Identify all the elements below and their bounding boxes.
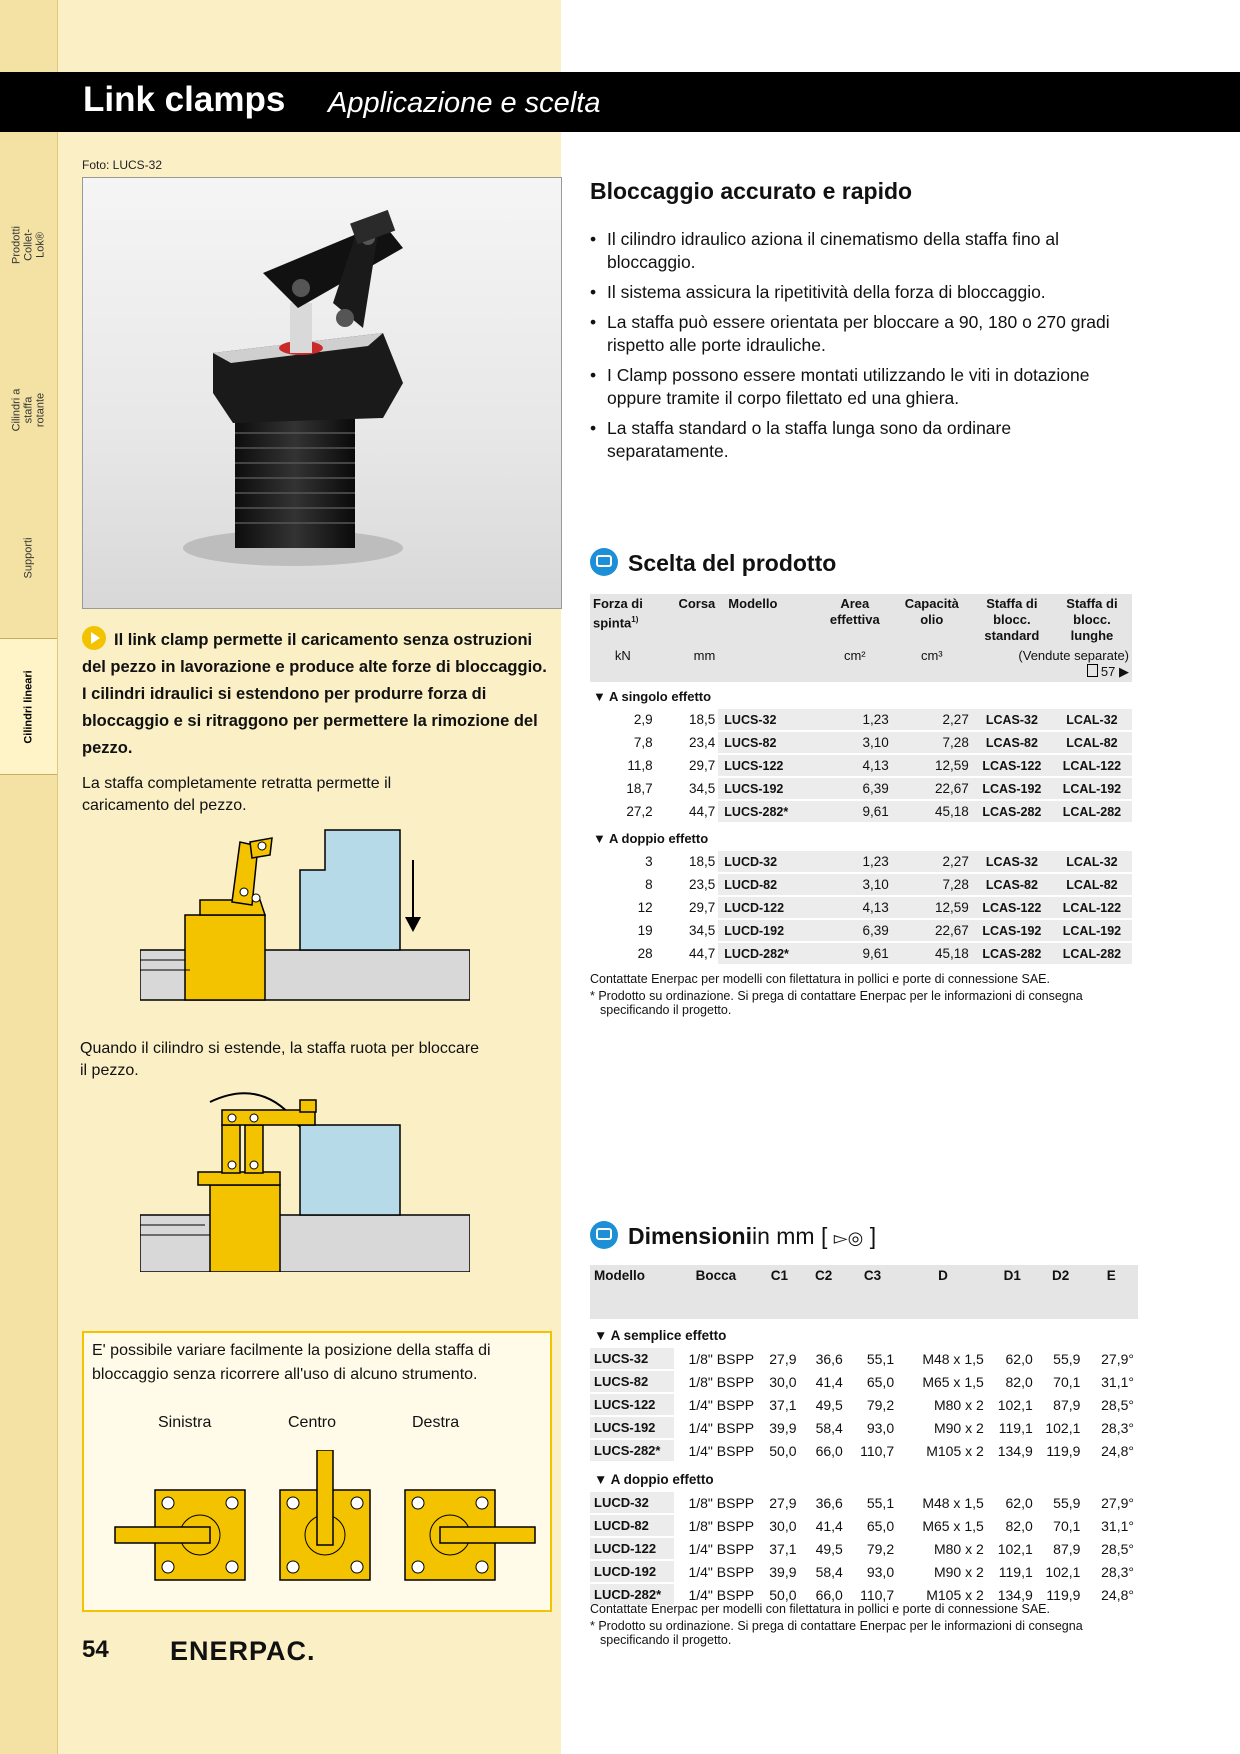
table-group-row (590, 682, 1132, 709)
position-label-left: Sinistra (158, 1414, 212, 1431)
dim-col-header: Bocca (674, 1265, 758, 1319)
table-cell: 1/8" BSPP (674, 1348, 758, 1371)
table-cell: 65,0 (847, 1371, 898, 1394)
table-cell: 31,1° (1084, 1371, 1138, 1394)
table-cell: 2,27 (892, 851, 972, 874)
table-cell: M80 x 2 (898, 1394, 988, 1417)
table-cell: LCAL-282 (1052, 943, 1132, 966)
table-cell: 119,1 (988, 1417, 1037, 1440)
photo-caption: Foto: LUCS-32 (82, 158, 163, 172)
table-cell: 1/4" BSPP (674, 1584, 758, 1607)
table-cell: 28 (590, 943, 656, 966)
table-cell: 1/8" BSPP (674, 1515, 758, 1538)
position-label-right: Destra (412, 1414, 460, 1431)
tab-supporti[interactable] (0, 495, 57, 620)
table-cell: 39,9 (758, 1561, 800, 1584)
col-corsa: Corsa (656, 594, 719, 646)
table-cell: LUCS-82 (590, 1371, 674, 1394)
page-number: 54 (82, 1636, 109, 1663)
table-cell: LUCS-192 (718, 778, 818, 801)
table-cell: LUCS-282* (590, 1440, 674, 1463)
tab-collet-lok[interactable] (0, 170, 57, 320)
table-cell: 18,7 (590, 778, 656, 801)
col-forza (590, 594, 656, 646)
vendute-label: (Vendute separate) (1018, 648, 1129, 663)
table-cell: 66,0 (801, 1440, 847, 1463)
table-cell: 134,9 (988, 1584, 1037, 1607)
table-cell: 1/4" BSPP (674, 1561, 758, 1584)
table-cell: 102,1 (988, 1538, 1037, 1561)
table-cell: LCAL-192 (1052, 778, 1132, 801)
table-row (590, 1348, 1138, 1371)
table-row (590, 1417, 1138, 1440)
table-row (590, 897, 1132, 920)
selection-table (590, 594, 1132, 966)
feature-item: • I Clamp possono essere montati utilizzando le viti in dotazione oppure tramite il corpo filettato ed una ghiera. (590, 364, 1130, 410)
page-subtitle: Applicazione e scelta (328, 87, 601, 119)
table-cell: LCAL-82 (1052, 874, 1132, 897)
tab-label: Supporti (22, 537, 35, 578)
table-cell: 28,3° (1084, 1417, 1138, 1440)
table-cell: 7,8 (590, 732, 656, 755)
table-cell: 41,4 (801, 1371, 847, 1394)
table-group-row (590, 1319, 1138, 1348)
feature-item: • Il sistema assicura la ripetitività della forza di bloccaggio. (590, 281, 1130, 304)
table-cell: 11,8 (590, 755, 656, 778)
table-cell: 28,3° (1084, 1561, 1138, 1584)
table-cell: 31,1° (1084, 1515, 1138, 1538)
table-cell: 44,7 (656, 801, 719, 824)
col-staffa-std: Staffa di blocc. standard (972, 594, 1052, 646)
col-modello: Modello (718, 594, 818, 646)
book-icon (1087, 664, 1098, 677)
dim-col-header: D2 (1037, 1265, 1085, 1319)
table-cell: LCAL-32 (1052, 851, 1132, 874)
unit-corsa: mm (656, 646, 719, 682)
projection-icon: ▻◎ (833, 1228, 864, 1248)
table-cell: 102,1 (1037, 1561, 1085, 1584)
table-cell: 3,10 (818, 732, 892, 755)
table-cell: 19 (590, 920, 656, 943)
table-cell: 119,9 (1037, 1440, 1085, 1463)
table-cell: LCAL-82 (1052, 732, 1132, 755)
table-cell: 18,5 (656, 709, 719, 732)
table2-footnote-2: * Prodotto su ordinazione. Si prega di contattare Enerpac per le informazioni di consegna specificando il progetto. (590, 1619, 1083, 1647)
table-cell: LUCD-122 (590, 1538, 674, 1561)
product-photo (82, 177, 562, 609)
table-cell: 24,8° (1084, 1440, 1138, 1463)
table-cell: 9,61 (818, 801, 892, 824)
table-cell: LUCS-282* (718, 801, 818, 824)
group-label: ▼ A doppio effetto (590, 824, 1132, 851)
table-cell: LUCD-32 (590, 1492, 674, 1515)
table-group-row (590, 1463, 1138, 1492)
tab-cilindri-lineari[interactable] (0, 638, 57, 775)
col-staffa-lunga: Staffa di blocc. lunghe (1052, 594, 1132, 646)
table-cell: 29,7 (656, 897, 719, 920)
table-cell: 55,1 (847, 1348, 898, 1371)
table-cell: LUCD-32 (718, 851, 818, 874)
table-cell: 93,0 (847, 1561, 898, 1584)
caption-extended: Quando il cilindro si estende, la staffa ruota per bloccare il pezzo. (80, 1040, 480, 1079)
table2-footnote-1: Contattate Enerpac per modelli con filettatura in pollici e porte di connessione SAE. (590, 1602, 1050, 1616)
table-cell: 119,9 (1037, 1584, 1085, 1607)
tab-label: Prodotti Collet-Lok® (10, 226, 47, 264)
table-cell: 110,7 (847, 1584, 898, 1607)
table-cell: 1/4" BSPP (674, 1440, 758, 1463)
table-cell: 1/4" BSPP (674, 1394, 758, 1417)
table-cell: 9,61 (818, 943, 892, 966)
table1-footnote-2: * Prodotto su ordinazione. Si prega di contattare Enerpac per le informazioni di consegna specificando il progetto. (590, 989, 1083, 1017)
group-label: ▼ A doppio effetto (590, 1463, 1138, 1492)
table-cell: LUCS-192 (590, 1417, 674, 1440)
table-cell: M80 x 2 (898, 1538, 988, 1561)
table-cell: 49,5 (801, 1538, 847, 1561)
page-ref[interactable] (975, 664, 1129, 680)
table-row (590, 1561, 1138, 1584)
table-cell: 7,28 (892, 732, 972, 755)
table-cell: 58,4 (801, 1561, 847, 1584)
unit-area: cm² (818, 646, 892, 682)
table-cell: 27,9° (1084, 1492, 1138, 1515)
table-row (590, 1394, 1138, 1417)
dimension-table-body (590, 1319, 1138, 1607)
table-cell: 18,5 (656, 851, 719, 874)
col-area: Area effettiva (818, 594, 892, 646)
table1-footnote-1: Contattate Enerpac per modelli con filettatura in pollici e porte di connessione SAE. (590, 972, 1050, 986)
table-cell: 50,0 (758, 1584, 800, 1607)
table-row (590, 1515, 1138, 1538)
table-cell: LCAS-32 (972, 709, 1052, 732)
table-cell: LUCS-82 (718, 732, 818, 755)
table-cell: LUCD-82 (590, 1515, 674, 1538)
position-info-text: E' possibile variare facilmente la posizione della staffa di bloccaggio senza ricorrere all'uso di alcuno strumento. (92, 1342, 491, 1383)
table-row (590, 709, 1132, 732)
heading-dimensioni (590, 1221, 876, 1250)
unit-vendute (972, 646, 1132, 682)
dim-col-header: E (1084, 1265, 1138, 1319)
caption-retracted: La staffa completamente retratta permette il caricamento del pezzo. (82, 775, 392, 814)
table-cell: 8 (590, 874, 656, 897)
table-row (590, 920, 1132, 943)
table-cell: 82,0 (988, 1371, 1037, 1394)
table-cell: LCAL-122 (1052, 755, 1132, 778)
table-cell: 36,6 (801, 1492, 847, 1515)
table-cell: 1,23 (818, 709, 892, 732)
dim-col-header: D (898, 1265, 988, 1319)
feature-item: • La staffa può essere orientata per bloccare a 90, 180 o 270 gradi rispetto alle porte idrauliche. (590, 311, 1130, 357)
table-cell: 87,9 (1037, 1538, 1085, 1561)
unit-blank (718, 646, 818, 682)
table-cell: LUCD-192 (718, 920, 818, 943)
dim-col-header: C1 (758, 1265, 800, 1319)
table-cell: LCAS-282 (972, 801, 1052, 824)
unit-forza: kN (590, 646, 656, 682)
table-cell: 27,9 (758, 1492, 800, 1515)
table-cell: 1/4" BSPP (674, 1417, 758, 1440)
table-row (590, 778, 1132, 801)
table-cell: M105 x 2 (898, 1584, 988, 1607)
table-cell: LUCS-32 (590, 1348, 674, 1371)
table-cell: LUCS-122 (590, 1394, 674, 1417)
table-cell: M65 x 1,5 (898, 1371, 988, 1394)
table-cell: 27,2 (590, 801, 656, 824)
table-cell: 50,0 (758, 1440, 800, 1463)
page-header (0, 72, 1240, 132)
heading-scelta (590, 548, 836, 577)
table-cell: 12,59 (892, 897, 972, 920)
table-cell: 28,5° (1084, 1538, 1138, 1561)
table-cell: LCAL-32 (1052, 709, 1132, 732)
dim-col-header: Modello (590, 1265, 674, 1319)
retracted-clamp-diagram (140, 820, 470, 1002)
table-cell: 22,67 (892, 778, 972, 801)
table-cell: 23,4 (656, 732, 719, 755)
table-cell: 3 (590, 851, 656, 874)
table-cell: LCAS-32 (972, 851, 1052, 874)
table-cell: 87,9 (1037, 1394, 1085, 1417)
table-row (590, 801, 1132, 824)
table-cell: LCAS-82 (972, 732, 1052, 755)
table-cell: 93,0 (847, 1417, 898, 1440)
table-cell: M48 x 1,5 (898, 1348, 988, 1371)
table-cell: 37,1 (758, 1394, 800, 1417)
col-capacita: Capacità olio (892, 594, 972, 646)
table-cell: 70,1 (1037, 1371, 1085, 1394)
tab-label: Cilindri a staffa rotante (10, 388, 47, 432)
table-cell: LUCD-82 (718, 874, 818, 897)
col-forza-sup: 1) (631, 615, 639, 624)
clamp-position-center (280, 1450, 370, 1580)
extended-clamp-diagram (140, 1090, 470, 1272)
table-cell: LCAS-122 (972, 897, 1052, 920)
table-cell: LCAL-192 (1052, 920, 1132, 943)
table-cell: 2,9 (590, 709, 656, 732)
table-cell: 30,0 (758, 1371, 800, 1394)
dim-col-header: C2 (801, 1265, 847, 1319)
group-label: ▼ A semplice effetto (590, 1319, 1138, 1348)
table-cell: LCAS-192 (972, 920, 1052, 943)
enerpac-logo (170, 1636, 316, 1667)
table-cell: M48 x 1,5 (898, 1492, 988, 1515)
table-cell: 4,13 (818, 755, 892, 778)
table-cell: 102,1 (1037, 1417, 1085, 1440)
table-row (590, 1371, 1138, 1394)
table-cell: 62,0 (988, 1492, 1037, 1515)
table-cell: 2,27 (892, 709, 972, 732)
feature-list (590, 228, 1130, 470)
table-cell: 39,9 (758, 1417, 800, 1440)
arrow-right-icon: ▶ (1115, 664, 1129, 679)
table-cell: 82,0 (988, 1515, 1037, 1538)
table-cell: LUCS-32 (718, 709, 818, 732)
table-cell: LUCD-282* (590, 1584, 674, 1607)
table-row (590, 1440, 1138, 1463)
table-cell: 12 (590, 897, 656, 920)
table-cell: 65,0 (847, 1515, 898, 1538)
table-row (590, 943, 1132, 966)
table-cell: 1/4" BSPP (674, 1538, 758, 1561)
table-cell: 6,39 (818, 778, 892, 801)
table-cell: 41,4 (801, 1515, 847, 1538)
table-cell: LCAS-122 (972, 755, 1052, 778)
table-row (590, 1492, 1138, 1515)
dimension-icon (590, 1221, 618, 1249)
feature-item: • Il cilindro idraulico aziona il cinematismo della staffa fino al bloccaggio. (590, 228, 1130, 274)
table-cell: 34,5 (656, 920, 719, 943)
table-cell: LCAL-122 (1052, 897, 1132, 920)
table-cell: LUCD-122 (718, 897, 818, 920)
table-cell: LCAS-192 (972, 778, 1052, 801)
table-cell: 66,0 (801, 1584, 847, 1607)
table-group-row (590, 824, 1132, 851)
table-cell: 1/8" BSPP (674, 1492, 758, 1515)
table-cell: M90 x 2 (898, 1561, 988, 1584)
table-cell: 1/8" BSPP (674, 1371, 758, 1394)
table-row (590, 874, 1132, 897)
clamp-photo-illustration (83, 178, 561, 608)
table-cell: 45,18 (892, 943, 972, 966)
table-cell: 34,5 (656, 778, 719, 801)
table-cell: LUCD-192 (590, 1561, 674, 1584)
table-cell: 27,9° (1084, 1348, 1138, 1371)
table-cell: 55,9 (1037, 1348, 1085, 1371)
heading-bloccaggio: Bloccaggio accurato e rapido (590, 178, 913, 204)
table-cell: LCAL-282 (1052, 801, 1132, 824)
table-cell: 79,2 (847, 1394, 898, 1417)
table-cell: 36,6 (801, 1348, 847, 1371)
table-cell: 6,39 (818, 920, 892, 943)
col-forza-label: Forza di spinta (593, 596, 643, 631)
table-cell: 27,9 (758, 1348, 800, 1371)
table-cell: LUCS-122 (718, 755, 818, 778)
table-cell: LUCD-282* (718, 943, 818, 966)
table-cell: 58,4 (801, 1417, 847, 1440)
selection-table-body (590, 682, 1132, 966)
logo-text: ENERPAC. (170, 1636, 316, 1666)
dim-col-header: C3 (847, 1265, 898, 1319)
table-cell: 23,5 (656, 874, 719, 897)
table-cell: 1,23 (818, 851, 892, 874)
table-row (590, 851, 1132, 874)
table-row (590, 1538, 1138, 1561)
table-cell: 110,7 (847, 1440, 898, 1463)
table-cell: 3,10 (818, 874, 892, 897)
clamp-position-left (115, 1490, 245, 1580)
info-note (82, 626, 552, 762)
feature-item: • La staffa standard o la staffa lunga sono da ordinare separatamente. (590, 417, 1130, 463)
table-cell: 37,1 (758, 1538, 800, 1561)
dim-col-header: D1 (988, 1265, 1037, 1319)
table-cell: M90 x 2 (898, 1417, 988, 1440)
page-title: Link clamps (83, 80, 286, 119)
table-row (590, 732, 1132, 755)
table-cell: 70,1 (1037, 1515, 1085, 1538)
heading-dimensioni-unit: in mm [ (751, 1223, 834, 1249)
table-cell: 12,59 (892, 755, 972, 778)
table-cell: 55,9 (1037, 1492, 1085, 1515)
table-cell: M65 x 1,5 (898, 1515, 988, 1538)
group-label: ▼ A singolo effetto (590, 682, 1132, 709)
dimension-table-header (590, 1265, 1138, 1319)
table-cell: 134,9 (988, 1440, 1037, 1463)
heading-scelta-text: Scelta del prodotto (628, 550, 837, 576)
unit-capacita: cm³ (892, 646, 972, 682)
sidebar (0, 0, 58, 1754)
table-cell: 49,5 (801, 1394, 847, 1417)
table-cell: 22,67 (892, 920, 972, 943)
table-cell: 7,28 (892, 874, 972, 897)
tab-cilindri-staffa-rotante[interactable] (0, 340, 57, 480)
table-cell: LCAS-82 (972, 874, 1052, 897)
selection-icon (590, 548, 618, 576)
table-cell: 119,1 (988, 1561, 1037, 1584)
table-cell: 28,5° (1084, 1394, 1138, 1417)
table-cell: 4,13 (818, 897, 892, 920)
page-ref-number: 57 (1100, 664, 1116, 679)
table-cell: 62,0 (988, 1348, 1037, 1371)
table-cell: 45,18 (892, 801, 972, 824)
clamp-position-diagrams (110, 1450, 540, 1600)
table-cell: LCAS-282 (972, 943, 1052, 966)
table-cell: 24,8° (1084, 1584, 1138, 1607)
table-cell: 79,2 (847, 1538, 898, 1561)
table-cell: 55,1 (847, 1492, 898, 1515)
info-note-text: Il link clamp permette il caricamento senza ostruzioni del pezzo in lavorazione e produce alte forze di bloccaggio. I cilindri idraulici si estendono per produrre forza di bloccaggio e si ritraggono per permettere la rimozione del pezzo. (82, 631, 547, 757)
clamp-position-right (405, 1490, 535, 1580)
tab-label: Cilindri lineari (22, 669, 35, 744)
table-cell: 44,7 (656, 943, 719, 966)
table-cell: 102,1 (988, 1394, 1037, 1417)
position-label-center: Centro (288, 1414, 337, 1431)
heading-dimensioni-close: ] (863, 1223, 877, 1249)
table-cell: M105 x 2 (898, 1440, 988, 1463)
table-cell: 30,0 (758, 1515, 800, 1538)
table-row (590, 755, 1132, 778)
table-cell: 29,7 (656, 755, 719, 778)
heading-dimensioni-text: Dimensioni (628, 1223, 752, 1249)
play-icon (82, 626, 106, 650)
dimension-table (590, 1265, 1138, 1607)
